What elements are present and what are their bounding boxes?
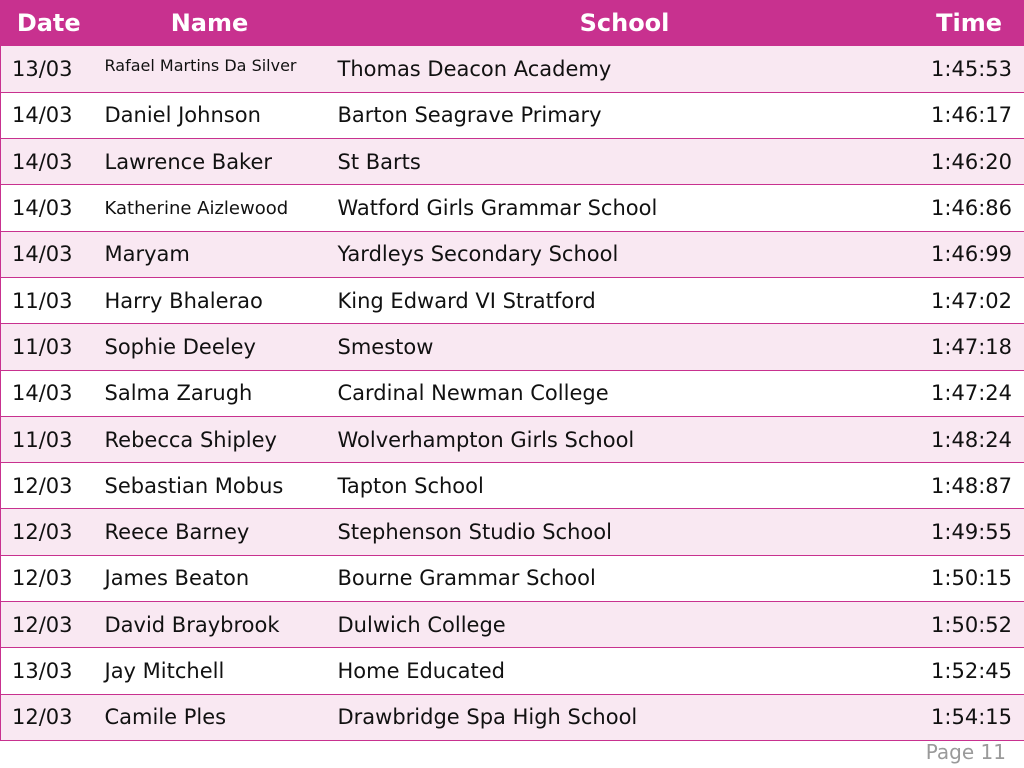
name-cell: Daniel Johnson (104, 103, 261, 128)
table-row (1, 139, 1024, 185)
name-cell: Lawrence Baker (104, 149, 273, 174)
time-cell: 1:48:87 (931, 473, 1012, 498)
school-cell: Smestow (337, 334, 434, 359)
name-cell: Maryam (104, 242, 190, 267)
school-cell: Barton Seagrave Primary (337, 103, 602, 128)
name-cell: Jay Mitchell (104, 659, 225, 683)
school-cell: King Edward VI Stratford (337, 288, 596, 313)
date-cell: 14/03 (12, 381, 73, 406)
table-row (1, 46, 1024, 92)
name-cell: Reece Barney (104, 520, 250, 545)
table-row (1, 555, 1024, 601)
school-cell: Stephenson Studio School (337, 520, 612, 545)
table-row (1, 648, 1024, 694)
name-cell: Sophie Deeley (104, 334, 256, 359)
time-cell: 1:46:17 (931, 103, 1012, 128)
school-cell: Bourne Grammar School (337, 566, 596, 591)
date-cell: 12/03 (12, 566, 73, 591)
time-cell: 1:45:53 (931, 56, 1012, 81)
date-cell: 12/03 (12, 473, 73, 498)
date-cell: 12/03 (12, 612, 73, 637)
school-cell: Yardleys Secondary School (337, 242, 619, 267)
table-row (1, 416, 1024, 462)
time-cell: 1:46:99 (931, 242, 1012, 267)
name-cell: James Beaton (104, 566, 250, 591)
table-body (1, 46, 1024, 740)
time-cell: 1:47:18 (931, 334, 1012, 359)
table-row (1, 509, 1024, 555)
table-row (1, 185, 1024, 231)
table-row (1, 231, 1024, 277)
column-header-name: Name (170, 9, 249, 37)
school-cell: Cardinal Newman College (337, 381, 609, 406)
school-cell: Home Educated (337, 659, 505, 683)
date-cell: 11/03 (12, 288, 73, 313)
name-cell: David Braybrook (104, 612, 280, 637)
school-cell: Drawbridge Spa High School (337, 705, 638, 730)
time-cell: 1:52:45 (931, 659, 1012, 683)
name-cell: Harry Bhalerao (104, 288, 263, 313)
school-cell: Dulwich College (337, 612, 506, 637)
name-cell: Rebecca Shipley (104, 427, 277, 452)
time-cell: 1:50:15 (931, 566, 1012, 591)
school-cell: Wolverhampton Girls School (337, 427, 635, 452)
table-row (1, 324, 1024, 370)
table-row (1, 694, 1024, 740)
date-cell: 14/03 (12, 242, 73, 267)
time-cell: 1:49:55 (931, 520, 1012, 545)
date-cell: 12/03 (12, 520, 73, 545)
table-header (1, 0, 1024, 46)
school-cell: St Barts (337, 149, 421, 174)
name-cell: Katherine Aizlewood (104, 197, 289, 219)
name-cell: Salma Zarugh (104, 381, 253, 406)
table-row (1, 463, 1024, 509)
table-row (1, 370, 1024, 416)
time-cell: 1:47:24 (931, 381, 1012, 406)
time-cell: 1:47:02 (931, 288, 1012, 313)
school-cell: Tapton School (337, 473, 484, 498)
table-row (1, 602, 1024, 648)
school-cell: Thomas Deacon Academy (337, 56, 612, 81)
date-cell: 14/03 (12, 103, 73, 128)
date-cell: 13/03 (12, 659, 73, 683)
column-header-school: School (579, 9, 670, 37)
time-cell: 1:46:20 (931, 149, 1012, 174)
name-cell: Rafael Martins Da Silver (104, 56, 297, 75)
time-cell: 1:50:52 (931, 612, 1012, 637)
column-header-time: Time (936, 9, 1002, 37)
time-cell: 1:54:15 (931, 705, 1012, 730)
date-cell: 14/03 (12, 149, 73, 174)
name-cell: Camile Ples (104, 705, 227, 730)
date-cell: 12/03 (12, 705, 73, 730)
date-cell: 11/03 (12, 334, 73, 359)
header-row (1, 0, 1024, 46)
date-cell: 11/03 (12, 427, 73, 452)
page-number: Page 11 (925, 740, 1006, 764)
school-cell: Watford Girls Grammar School (337, 196, 658, 221)
date-cell: 13/03 (12, 56, 73, 81)
time-cell: 1:46:86 (931, 196, 1012, 221)
table-row (1, 92, 1024, 138)
time-cell: 1:48:24 (931, 427, 1012, 452)
table-row (1, 277, 1024, 323)
column-header-date: Date (16, 9, 81, 37)
name-cell: Sebastian Mobus (104, 473, 284, 498)
date-cell: 14/03 (12, 196, 73, 221)
